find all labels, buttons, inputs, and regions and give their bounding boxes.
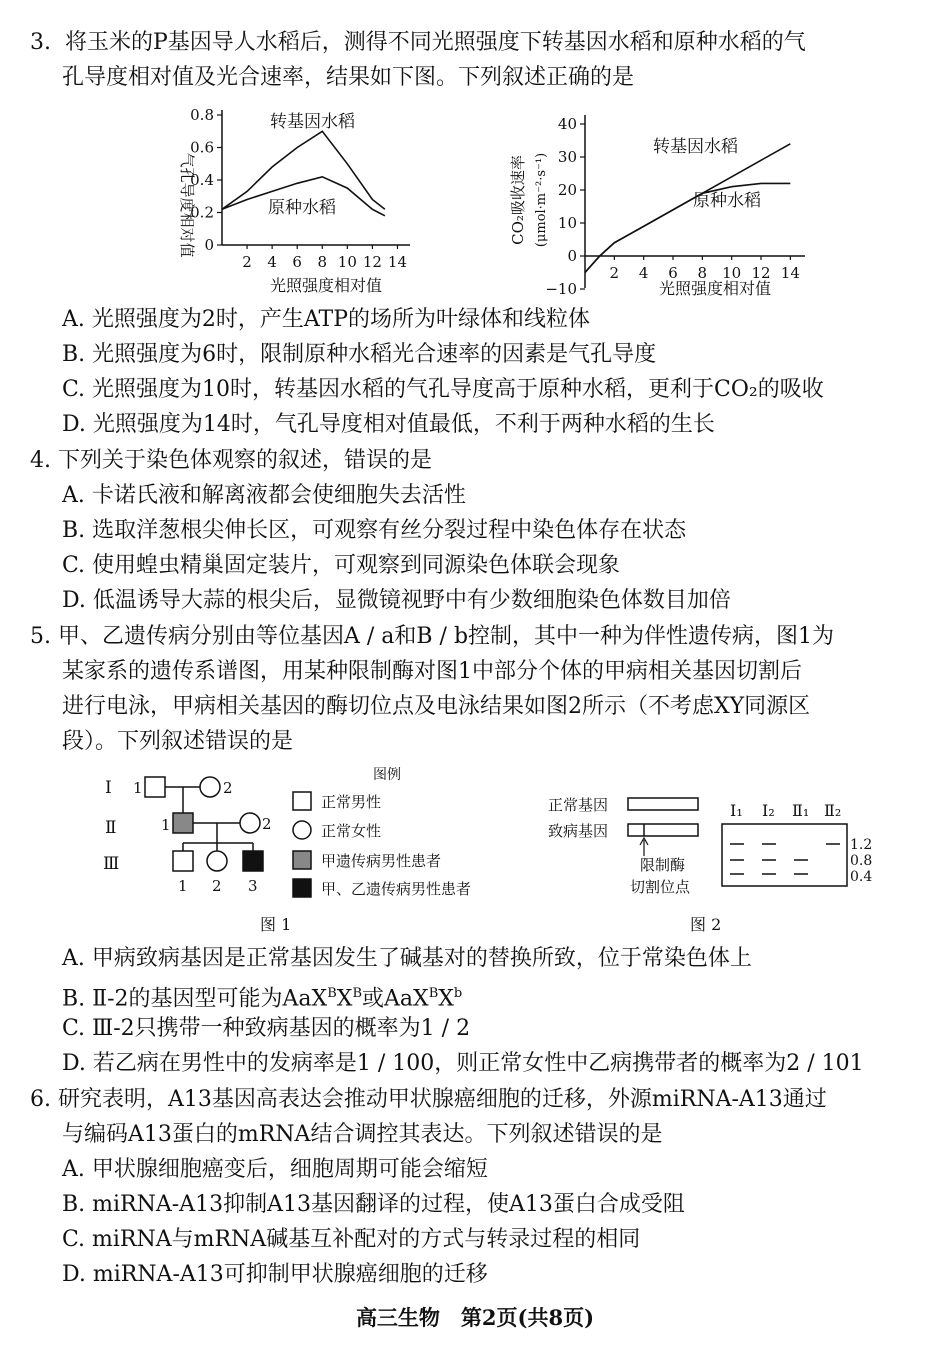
legend-normal-female-icon bbox=[293, 821, 311, 839]
right-xlabel: 光照强度相对值 bbox=[659, 279, 772, 298]
page-footer: 高三生物 第2页(共8页) bbox=[355, 1305, 595, 1330]
right-ytick-label: 0 bbox=[567, 247, 577, 265]
q5-stem-line2: 某家系的遗传系谱图，用某种限制酶对图1中部分个体的甲病相关基因切割后 bbox=[62, 659, 802, 684]
normal-gene-bar bbox=[628, 798, 698, 810]
legend-jiayi-male: 甲、乙遗传病男性患者 bbox=[321, 880, 472, 898]
q5-stem-line1: 5. 甲、乙遗传病分别由等位基因A / a和B / b控制，其中一种为伴性遗传病，图1为 bbox=[30, 624, 835, 649]
q6-option-d: D. miRNA-A13可抑制甲状腺癌细胞的迁移 bbox=[62, 1262, 488, 1287]
lane-II2: Ⅱ₂ bbox=[824, 801, 842, 820]
gel-box bbox=[722, 824, 847, 886]
size-0.4: 0.4 bbox=[850, 869, 873, 885]
right-xtick-label: 4 bbox=[638, 264, 649, 282]
q5-stem-line3: 进行电泳，甲病相关基因的酶切位点及电泳结果如图2所示（不考虑XY同源区 bbox=[62, 694, 811, 719]
lane-I2: Ⅰ₂ bbox=[762, 801, 775, 820]
legend-jia-male: 甲遗传病男性患者 bbox=[321, 852, 442, 870]
left-xlabel: 光照强度相对值 bbox=[270, 276, 383, 295]
q3-option-a: A. 光照强度为2时，产生ATP的场所为叶绿体和线粒体 bbox=[62, 307, 591, 332]
label-transgenic-left: 转基因水稻 bbox=[270, 112, 355, 132]
q6-option-c: C. miRNA与mRNA碱基互补配对的方式与转录过程的相同 bbox=[62, 1227, 641, 1252]
legend-normal-female: 正常女性 bbox=[321, 822, 382, 840]
left-xtick-label: 10 bbox=[337, 253, 357, 271]
label-original-left: 原种水稻 bbox=[268, 198, 336, 218]
q5-option-a: A. 甲病致病基因是正常基因发生了碱基对的替换所致，位于常染色体上 bbox=[62, 946, 752, 971]
left-ytick-label: 0.2 bbox=[190, 203, 214, 222]
left-ylabel: 气孔导度相对值 bbox=[178, 152, 196, 258]
num-I-1: 1 bbox=[133, 779, 143, 797]
num-I-2: 2 bbox=[223, 779, 233, 797]
right-yunit: (μmol·m⁻²·s⁻¹) bbox=[534, 152, 549, 248]
q3-stem-line2: 孔导度相对值及光合速率，结果如下图。下列叙述正确的是 bbox=[62, 65, 635, 90]
num-II-2: 2 bbox=[262, 815, 272, 833]
num-III-3: 3 bbox=[248, 877, 258, 895]
electrophoresis-figure bbox=[540, 788, 890, 940]
label-transgenic-right: 转基因水稻 bbox=[653, 137, 738, 157]
size-0.8: 0.8 bbox=[850, 853, 873, 869]
q5-option-b: B. Ⅱ-2的基因型可能为$AaX^BX^B$或$AaX^BX^b$ bbox=[62, 986, 463, 1012]
q4-option-d: D. 低温诱导大蒜的根尖后，显微镜视野中有少数细胞染色体数目加倍 bbox=[62, 588, 731, 613]
lane-II1: Ⅱ₁ bbox=[792, 801, 810, 820]
right-ytick-label: 20 bbox=[557, 181, 577, 199]
right-ytick-label: 30 bbox=[557, 148, 577, 166]
right-ytick-label: −10 bbox=[545, 280, 577, 298]
left-xtick-label: 6 bbox=[292, 253, 302, 271]
left-xtick-label: 4 bbox=[267, 253, 277, 271]
left-xtick-label: 8 bbox=[317, 253, 328, 271]
num-III-2: 2 bbox=[212, 877, 222, 895]
q6-option-b: B. miRNA-A13抑制A13基因翻译的过程，使A13蛋白合成受阻 bbox=[62, 1192, 685, 1217]
right-xtick-label: 14 bbox=[780, 264, 800, 282]
legend-normal-male-icon bbox=[293, 792, 311, 810]
left-ytick-label: 0.6 bbox=[190, 138, 214, 157]
q4-option-a: A. 卡诺氏液和解离液都会使细胞失去活性 bbox=[62, 483, 466, 508]
q3-option-d: D. 光照强度为14时，气孔导度相对值最低，不利于两种水稻的生长 bbox=[62, 412, 715, 437]
right-ylabel: CO₂吸收速率 bbox=[509, 155, 527, 245]
q4-option-c: C. 使用蝗虫精巢固定装片，可观察到同源染色体联会现象 bbox=[62, 553, 621, 578]
q5-option-c: C. Ⅲ-2只携带一种致病基因的概率为1 / 2 bbox=[62, 1016, 471, 1041]
q5-option-d: D. 若乙病在男性中的发病率是1 / 100，则正常女性中乙病携带者的概率为2 / 101 bbox=[62, 1051, 864, 1076]
legend-jiayi-male-icon bbox=[293, 879, 311, 897]
gen-label-1: Ⅰ bbox=[105, 778, 112, 798]
q6-stem-line1: 6. 研究表明，A13基因高表达会推动甲状腺癌细胞的迁移，外源miRNA-A13通过 bbox=[30, 1087, 827, 1112]
individual-I-1 bbox=[145, 777, 165, 797]
enzyme-label-1: 限制酶 bbox=[640, 856, 686, 874]
individual-II-2 bbox=[240, 813, 260, 833]
q4-stem: 4. 下列关于染色体观察的叙述，错误的是 bbox=[30, 448, 432, 473]
q3-option-b: B. 光照强度为6时，限制原种水稻光合速率的因素是气孔导度 bbox=[62, 342, 657, 367]
individual-II-1 bbox=[173, 813, 193, 833]
left-xtick-label: 12 bbox=[362, 253, 382, 271]
disease-gene-bar bbox=[628, 824, 698, 836]
individual-III-1 bbox=[173, 851, 193, 871]
q6-option-a: A. 甲状腺细胞癌变后，细胞周期可能会缩短 bbox=[62, 1157, 488, 1182]
q4-option-b: B. 选取洋葱根尖伸长区，可观察有丝分裂过程中染色体存在状态 bbox=[62, 518, 687, 543]
left-ytick-label: 0.8 bbox=[190, 106, 214, 124]
fig1-caption: 图 1 bbox=[260, 915, 292, 934]
right-xtick-label: 12 bbox=[751, 264, 771, 282]
legend-jia-male-icon bbox=[293, 851, 311, 869]
individual-III-2 bbox=[207, 851, 227, 871]
q5-stem-line4: 段）。下列叙述错误的是 bbox=[62, 729, 294, 754]
gen-label-2: Ⅱ bbox=[105, 818, 117, 838]
chart-stomatal-conductance bbox=[160, 105, 420, 300]
q3-option-c: C. 光照强度为10时，转基因水稻的气孔导度高于原种水稻，更利于CO₂的吸收 bbox=[62, 377, 824, 402]
lane-I1: Ⅰ₁ bbox=[730, 801, 743, 820]
label-original-right: 原种水稻 bbox=[693, 191, 761, 211]
individual-III-3 bbox=[243, 851, 263, 871]
num-III-1: 1 bbox=[178, 877, 188, 895]
num-II-1: 1 bbox=[161, 816, 171, 834]
enzyme-label-2: 切割位点 bbox=[630, 878, 691, 896]
chart-co2-absorption bbox=[505, 110, 815, 300]
q6-stem-line2: 与编码A13蛋白的mRNA结合调控其表达。下列叙述错误的是 bbox=[62, 1122, 663, 1147]
disease-gene-label: 致病基因 bbox=[548, 822, 609, 840]
legend-title: 图例 bbox=[373, 767, 401, 783]
right-xtick-label: 2 bbox=[609, 264, 620, 282]
individual-I-2 bbox=[200, 777, 220, 797]
pedigree-figure bbox=[95, 765, 515, 940]
right-ytick-label: 10 bbox=[557, 214, 577, 232]
right-xtick-label: 10 bbox=[722, 264, 742, 282]
size-1.2: 1.2 bbox=[850, 837, 873, 853]
gen-label-3: Ⅲ bbox=[103, 854, 120, 874]
q3-stem-line1: 3. 将玉米的P基因导人水稻后，测得不同光照强度下转基因水稻和原种水稻的气 bbox=[30, 30, 806, 55]
fig2-caption: 图 2 bbox=[690, 915, 722, 934]
normal-gene-label: 正常基因 bbox=[548, 796, 609, 814]
right-ytick-label: 40 bbox=[557, 115, 577, 133]
left-ytick-label: 0 bbox=[204, 236, 214, 254]
left-xtick-label: 14 bbox=[387, 253, 408, 271]
right-xtick-label: 8 bbox=[697, 264, 708, 282]
left-xtick-label: 2 bbox=[242, 253, 252, 271]
left-ytick-label: 0.4 bbox=[190, 171, 214, 189]
right-xtick-label: 6 bbox=[668, 264, 678, 282]
legend-normal-male: 正常男性 bbox=[321, 793, 382, 811]
